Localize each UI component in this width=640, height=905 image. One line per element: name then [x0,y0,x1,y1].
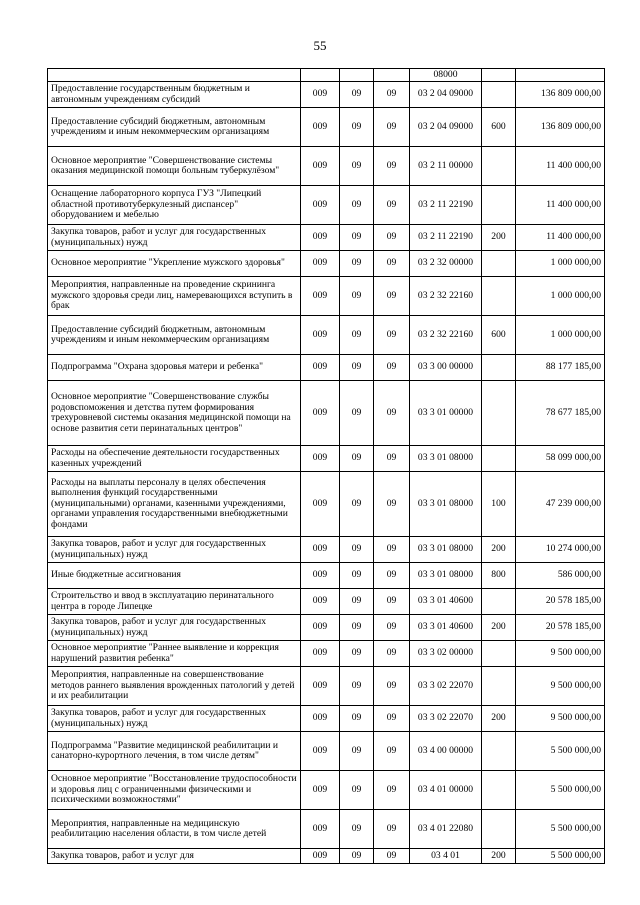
table-row [48,82,605,108]
row-subsection-code: 09 [374,251,410,277]
row-ministry-code: 009 [301,225,340,251]
row-name: Расходы на выплаты персоналу в целях обеспечения выполнения функций государственными (муниципальными) органами, казенными учреждениями, органами управления государственными внебюджетными фондами [48,472,301,537]
row-section-code: 09 [340,277,374,316]
row-subsection-code: 09 [374,706,410,732]
row-section-code: 09 [340,446,374,472]
row-expense-type [482,381,516,446]
row-ministry-code: 009 [301,108,340,147]
table-row [48,849,605,864]
row-expense-type: 200 [482,615,516,641]
row-ministry-code: 009 [301,706,340,732]
row-ministry-code: 009 [301,537,340,563]
row-target-code: 03 3 01 40600 [410,615,482,641]
row-section-code: 09 [340,251,374,277]
row-subsection-code: 09 [374,615,410,641]
row-target-code: 03 4 01 22080 [410,810,482,849]
row-expense-type: 200 [482,849,516,864]
row-ministry-code: 009 [301,641,340,667]
row-ministry-code: 009 [301,849,340,864]
table-row [48,732,605,771]
row-section-code: 09 [340,82,374,108]
row-expense-type [482,810,516,849]
page-number: 55 [313,38,327,53]
row-expense-type [482,446,516,472]
table-row [48,667,605,706]
row-amount: 1 000 000,00 [516,251,605,277]
row-subsection-code: 09 [374,641,410,667]
table-row [48,706,605,732]
row-expense-type [482,641,516,667]
table-row [48,225,605,251]
row-amount: 586 000,00 [516,563,605,589]
row-amount: 5 500 000,00 [516,810,605,849]
row-target-code: 03 3 02 22070 [410,706,482,732]
row-target-code: 03 3 01 00000 [410,381,482,446]
row-section-code: 09 [340,849,374,864]
row-expense-type [482,589,516,615]
row-section-code: 09 [340,563,374,589]
table-row [48,277,605,316]
row-amount: 11 400 000,00 [516,147,605,186]
table-row [48,381,605,446]
row-section-code: 09 [340,381,374,446]
row-amount: 136 809 000,00 [516,82,605,108]
row-target-code: 03 3 01 08000 [410,537,482,563]
row-name: Предоставление субсидий бюджетным, автономным учреждениям и иным некоммерческим организациям [48,108,301,147]
row-subsection-code: 09 [374,537,410,563]
row-section-code: 09 [340,147,374,186]
table-row [48,355,605,381]
row-name: Мероприятия, направленные на проведение скрининга мужского здоровья среди лиц, намеревающихся вступить в брак [48,277,301,316]
row-section-code: 09 [340,771,374,810]
row-name: Строительство и ввод в эксплуатацию перинатального центра в городе Липецке [48,589,301,615]
row-expense-type [482,667,516,706]
row-subsection-code [374,69,410,82]
row-subsection-code: 09 [374,82,410,108]
row-target-code: 03 3 01 08000 [410,563,482,589]
budget-table [47,68,605,864]
row-expense-type [482,82,516,108]
row-target-code: 03 2 11 22190 [410,225,482,251]
row-subsection-code: 09 [374,732,410,771]
row-name: Подпрограмма "Охрана здоровья матери и ребенка" [48,355,301,381]
row-amount: 9 500 000,00 [516,706,605,732]
row-ministry-code: 009 [301,615,340,641]
row-section-code: 09 [340,667,374,706]
row-ministry-code: 009 [301,355,340,381]
row-amount: 5 500 000,00 [516,849,605,864]
row-name: Предоставление субсидий бюджетным, автономным учреждениям и иным некоммерческим организациям [48,316,301,355]
row-section-code: 09 [340,706,374,732]
table-row [48,771,605,810]
row-ministry-code: 009 [301,381,340,446]
row-target-code: 03 3 01 40600 [410,589,482,615]
row-name: Закупка товаров, работ и услуг для государственных (муниципальных) нужд [48,706,301,732]
row-expense-type: 800 [482,563,516,589]
row-section-code: 09 [340,732,374,771]
row-ministry-code: 009 [301,771,340,810]
row-subsection-code: 09 [374,667,410,706]
row-section-code: 09 [340,810,374,849]
row-amount: 5 500 000,00 [516,771,605,810]
row-expense-type [482,355,516,381]
row-subsection-code: 09 [374,355,410,381]
row-amount: 78 677 185,00 [516,381,605,446]
row-amount: 9 500 000,00 [516,641,605,667]
row-section-code: 09 [340,108,374,147]
row-target-code: 03 3 02 22070 [410,667,482,706]
row-section-code: 09 [340,641,374,667]
table-row [48,69,605,82]
row-amount: 20 578 185,00 [516,589,605,615]
table-row [48,147,605,186]
row-subsection-code: 09 [374,381,410,446]
row-target-code: 03 2 04 09000 [410,82,482,108]
row-name: Мероприятия, направленные на медицинскую реабилитацию населения области, в том числе детей [48,810,301,849]
row-ministry-code: 009 [301,186,340,225]
row-amount: 11 400 000,00 [516,186,605,225]
table-row [48,537,605,563]
row-expense-type [482,771,516,810]
row-section-code: 09 [340,186,374,225]
row-name: Основное мероприятие "Совершенствование системы оказания медицинской помощи больным туберкулёзом" [48,147,301,186]
table-row [48,186,605,225]
row-section-code: 09 [340,316,374,355]
row-target-code: 03 2 04 09000 [410,108,482,147]
table-row [48,810,605,849]
row-name: Закупка товаров, работ и услуг для государственных (муниципальных) нужд [48,225,301,251]
row-amount: 5 500 000,00 [516,732,605,771]
row-ministry-code: 009 [301,472,340,537]
row-name: Закупка товаров, работ и услуг для государственных (муниципальных) нужд [48,537,301,563]
row-target-code: 03 2 32 00000 [410,251,482,277]
row-section-code: 09 [340,355,374,381]
row-name: Основное мероприятие "Укрепление мужского здоровья" [48,251,301,277]
row-amount: 88 177 185,00 [516,355,605,381]
row-name: Расходы на обеспечение деятельности государственных казенных учреждений [48,446,301,472]
row-subsection-code: 09 [374,225,410,251]
row-expense-type [482,147,516,186]
row-name: Оснащение лабораторного корпуса ГУЗ "Липецкий областной противотуберкулезный диспансер" оборудованием и мебелью [48,186,301,225]
row-expense-type: 200 [482,225,516,251]
row-section-code: 09 [340,589,374,615]
row-amount: 58 099 000,00 [516,446,605,472]
row-ministry-code [301,69,340,82]
row-name: Основное мероприятие "Раннее выявление и коррекция нарушений развития ребенка" [48,641,301,667]
row-section-code: 09 [340,537,374,563]
row-name: Закупка товаров, работ и услуг для [48,849,301,864]
row-amount: 1 000 000,00 [516,277,605,316]
row-target-code: 03 3 02 00000 [410,641,482,667]
row-expense-type: 100 [482,472,516,537]
row-ministry-code: 009 [301,82,340,108]
row-target-code: 08000 [410,69,482,82]
row-target-code: 03 4 00 00000 [410,732,482,771]
row-subsection-code: 09 [374,810,410,849]
row-subsection-code: 09 [374,277,410,316]
row-section-code: 09 [340,225,374,251]
table-row [48,589,605,615]
row-name: Предоставление государственным бюджетным и автономным учреждениям субсидий [48,82,301,108]
row-ministry-code: 009 [301,563,340,589]
row-target-code: 03 2 11 22190 [410,186,482,225]
row-amount: 11 400 000,00 [516,225,605,251]
row-section-code [340,69,374,82]
row-subsection-code: 09 [374,563,410,589]
row-ministry-code: 009 [301,316,340,355]
budget-table-body [48,69,605,864]
table-row [48,316,605,355]
row-expense-type: 200 [482,537,516,563]
row-expense-type [482,186,516,225]
table-row [48,472,605,537]
row-expense-type: 600 [482,108,516,147]
row-name: Основное мероприятие "Восстановление трудоспособности и здоровья лиц с ограниченными физическими и психическими возможностями" [48,771,301,810]
row-subsection-code: 09 [374,849,410,864]
row-ministry-code: 009 [301,589,340,615]
table-row [48,641,605,667]
row-amount: 47 239 000,00 [516,472,605,537]
row-subsection-code: 09 [374,589,410,615]
row-subsection-code: 09 [374,186,410,225]
row-subsection-code: 09 [374,108,410,147]
row-subsection-code: 09 [374,316,410,355]
row-name: Закупка товаров, работ и услуг для государственных (муниципальных) нужд [48,615,301,641]
row-ministry-code: 009 [301,277,340,316]
row-expense-type [482,277,516,316]
row-name: Мероприятия, направленные на совершенствование методов раннего выявления врожденных патологий у детей и их реабилитации [48,667,301,706]
row-ministry-code: 009 [301,147,340,186]
table-row [48,108,605,147]
row-section-code: 09 [340,472,374,537]
row-subsection-code: 09 [374,472,410,537]
row-target-code: 03 4 01 00000 [410,771,482,810]
row-target-code: 03 4 01 [410,849,482,864]
row-name [48,69,301,82]
row-amount: 9 500 000,00 [516,667,605,706]
table-row [48,615,605,641]
row-amount: 10 274 000,00 [516,537,605,563]
row-amount [516,69,605,82]
row-expense-type: 200 [482,706,516,732]
row-target-code: 03 3 00 00000 [410,355,482,381]
row-expense-type: 600 [482,316,516,355]
table-row [48,563,605,589]
row-name: Основное мероприятие "Совершенствование службы родовспоможения и детства путем формирования трехуровневой системы оказания медицинской помощи на основе развития сети перинатальных центров" [48,381,301,446]
row-ministry-code: 009 [301,446,340,472]
row-ministry-code: 009 [301,732,340,771]
row-target-code: 03 2 32 22160 [410,277,482,316]
row-section-code: 09 [340,615,374,641]
row-amount: 136 809 000,00 [516,108,605,147]
row-amount: 1 000 000,00 [516,316,605,355]
row-target-code: 03 3 01 08000 [410,446,482,472]
row-amount: 20 578 185,00 [516,615,605,641]
row-subsection-code: 09 [374,147,410,186]
row-target-code: 03 3 01 08000 [410,472,482,537]
row-expense-type [482,69,516,82]
row-expense-type [482,251,516,277]
row-ministry-code: 009 [301,667,340,706]
row-name: Подпрограмма "Развитие медицинской реабилитации и санаторно-курортного лечения, в том числе детям" [48,732,301,771]
row-name: Иные бюджетные ассигнования [48,563,301,589]
row-expense-type [482,732,516,771]
row-ministry-code: 009 [301,810,340,849]
table-row [48,251,605,277]
row-subsection-code: 09 [374,446,410,472]
row-target-code: 03 2 11 00000 [410,147,482,186]
row-subsection-code: 09 [374,771,410,810]
row-target-code: 03 2 32 22160 [410,316,482,355]
row-ministry-code: 009 [301,251,340,277]
table-row [48,446,605,472]
